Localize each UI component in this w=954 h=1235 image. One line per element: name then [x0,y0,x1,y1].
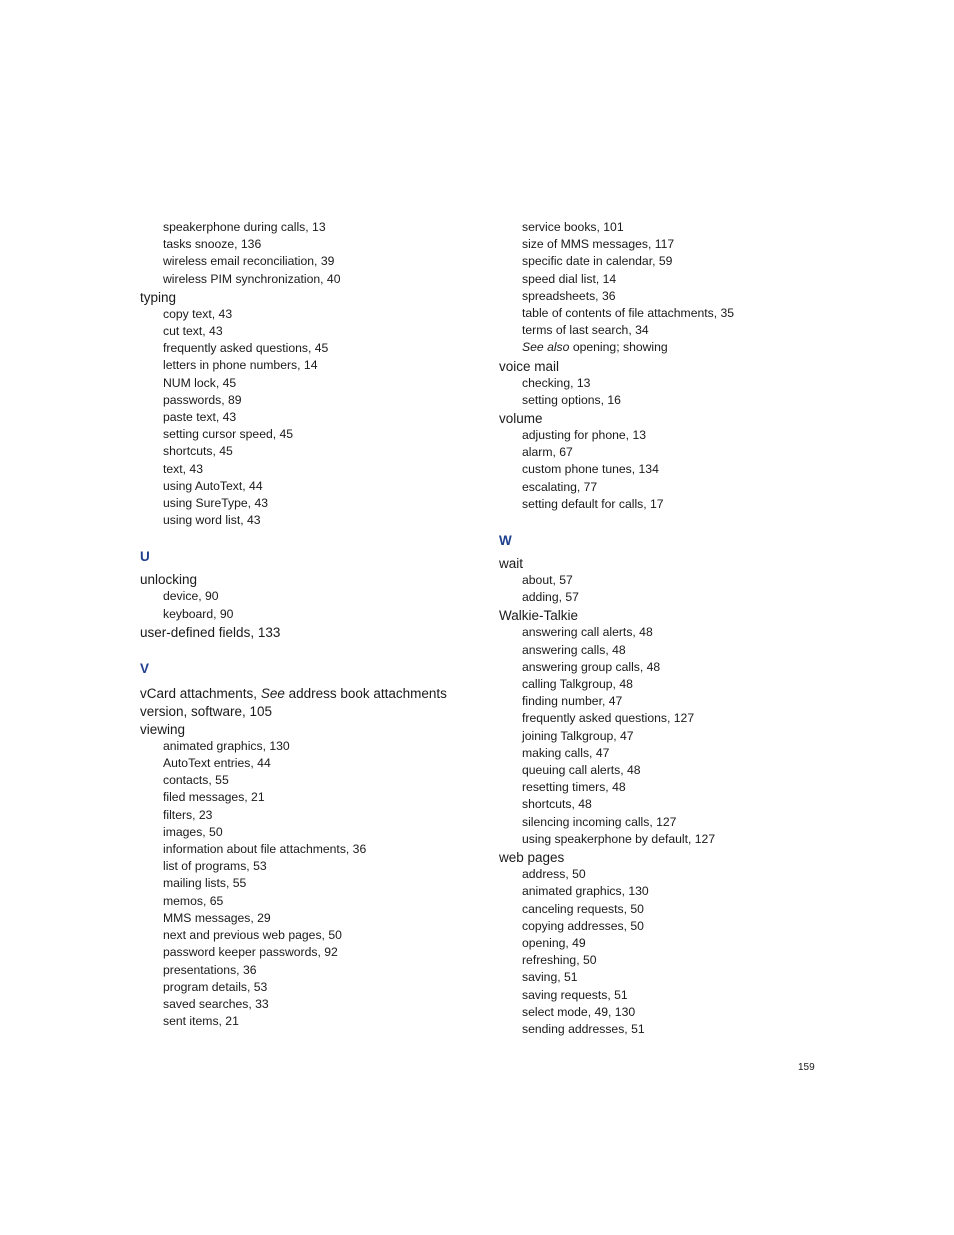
index-subentry: speed dial list, 14 [522,271,617,286]
index-column-right [499,219,829,1038]
index-subentry: calling Talkgroup, 48 [522,677,633,692]
index-subentry: alarm, 67 [522,445,573,460]
index-subentry: presentations, 36 [163,962,257,977]
index-entry-user-defined-fields: user-defined fields, 133 [140,624,281,640]
index-subentry: adding, 57 [522,590,579,605]
index-subentry: MMS messages, 29 [163,910,271,925]
index-subentry: answering calls, 48 [522,642,626,657]
index-subentry: memos, 65 [163,893,224,908]
see-reference-keyword: See [260,685,285,701]
index-subentry: saved searches, 33 [163,996,269,1011]
index-subentry: contacts, 55 [163,773,229,788]
index-subentry: animated graphics, 130 [522,884,649,899]
index-entry-volume: volume [499,411,543,427]
index-entry-web-pages: web pages [499,850,565,866]
index-subentry: finding number, 47 [522,694,623,709]
index-subentry: filed messages, 21 [163,790,265,805]
index-subentry: copy text, 43 [163,306,233,321]
see-also-keyword: See also [522,340,570,355]
index-subentry: wireless email reconciliation, 39 [163,254,335,269]
index-subentry: filters, 23 [163,807,213,822]
index-subentry: address, 50 [522,867,586,882]
index-entry-walkie-talkie: Walkie-Talkie [499,608,579,624]
index-subentry: copying addresses, 50 [522,918,644,933]
index-subentry: terms of last search, 34 [522,323,649,338]
index-subentry: shortcuts, 45 [163,444,233,459]
index-subentry: mailing lists, 55 [163,876,247,891]
index-subentry: queuing call alerts, 48 [522,763,641,778]
index-subentry: using AutoText, 44 [163,478,263,493]
index-subentry: passwords, 89 [163,392,242,407]
index-subentry: saving, 51 [522,970,578,985]
index-subentry: escalating, 77 [522,479,598,494]
index-subentry: answering call alerts, 48 [522,625,653,640]
index-subentry: select mode, 49, 130 [522,1004,636,1019]
index-subentry: canceling requests, 50 [522,901,644,916]
index-subentry: frequently asked questions, 127 [522,711,695,726]
index-subentry: checking, 13 [522,375,591,390]
index-subentry: silencing incoming calls, 127 [522,814,677,829]
page-number: 159 [798,1062,815,1073]
index-subentry: frequently asked questions, 45 [163,341,329,356]
index-entry-unlocking: unlocking [140,572,198,588]
index-subentry: device, 90 [163,589,219,604]
index-subentry: spreadsheets, 36 [522,288,616,303]
index-subentry: adjusting for phone, 13 [522,428,646,443]
index-letter-heading-u: U [140,549,150,565]
index-subentry: paste text, 43 [163,410,237,425]
index-subentry: service books, 101 [522,220,624,234]
index-entry-wait: wait [499,556,524,572]
index-subentry: text, 43 [163,461,203,476]
index-subentry: resetting timers, 48 [522,780,626,795]
index-subentry: tasks snooze, 136 [163,237,262,252]
index-subentry: password keeper passwords, 92 [163,945,338,960]
index-subentry: setting default for calls, 17 [522,496,664,511]
index-subentry: sent items, 21 [163,1014,239,1029]
index-subentry: list of programs, 53 [163,859,267,874]
see-reference-target: address book attachments [284,685,447,701]
index-subentry: next and previous web pages, 50 [163,928,342,943]
entry-label: vCard attachments, [140,685,261,701]
index-subentry: using SureType, 43 [163,496,269,511]
index-subentry: setting options, 16 [522,392,621,407]
index-subentry: saving requests, 51 [522,987,628,1002]
index-subentry: custom phone tunes, 134 [522,462,659,477]
index-subentry: table of contents of file attachments, 35 [522,306,735,321]
index-subentry: opening, 49 [522,935,586,950]
index-letter-heading-w: W [499,533,512,549]
index-entry-typing: typing [140,289,177,305]
index-subentry: using speakerphone by default, 127 [522,831,716,846]
index-subentry: answering group calls, 48 [522,659,661,674]
index-subentry: size of MMS messages, 117 [522,237,675,252]
index-subentry: making calls, 47 [522,745,610,760]
index-subentry: using word list, 43 [163,513,261,528]
index-entry-viewing: viewing [140,721,186,737]
index-see-also [499,339,829,356]
index-subentry: cut text, 43 [163,324,223,339]
index-subentry: shortcuts, 48 [522,797,592,812]
index-subentry: AutoText entries, 44 [163,756,271,771]
index-subentry: images, 50 [163,824,223,839]
index-letter-heading-v: V [140,660,150,676]
index-subentry: setting cursor speed, 45 [163,427,294,442]
index-subentry: joining Talkgroup, 47 [522,728,634,743]
index-subentry: information about file attachments, 36 [163,842,367,857]
index-subentry: speakerphone during calls, 13 [163,220,326,234]
see-also-target: opening; showing [569,340,668,355]
index-entry-voice-mail: voice mail [499,358,560,374]
index-subentry: animated graphics, 130 [163,738,290,753]
index-subentry: specific date in calendar, 59 [522,254,673,269]
index-entry-vcard [140,685,470,702]
index-subentry: keyboard, 90 [163,606,234,621]
index-subentry: program details, 53 [163,979,268,994]
index-subentry: NUM lock, 45 [163,375,237,390]
index-subentry: sending addresses, 51 [522,1021,645,1036]
index-subentry: refreshing, 50 [522,953,597,968]
index-subentry: letters in phone numbers, 14 [163,358,318,373]
index-subentry: wireless PIM synchronization, 40 [163,271,341,286]
index-subentry: about, 57 [522,573,573,588]
index-column-left [140,219,470,1030]
index-entry-version: version, software, 105 [140,703,273,719]
